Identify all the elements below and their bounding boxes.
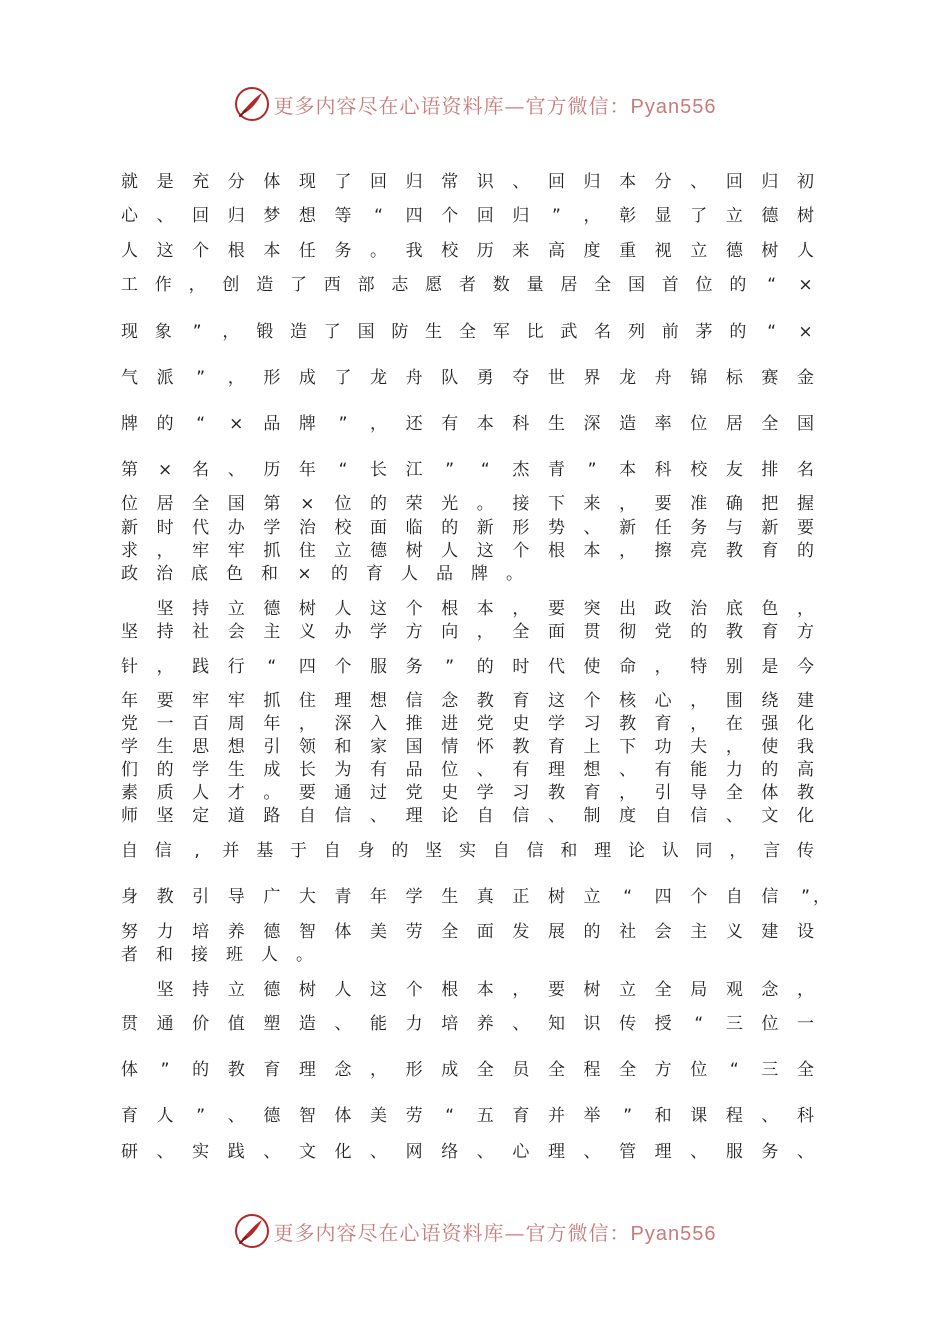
text-line: 党 一 百 周 年 ， 深 入 推 进 党 史 学 习 教 育 ， 在 强 化 [121,714,814,734]
text-line: 坚 持 立 德 树 人 这 个 根 本 ， 要 突 出 政 治 底 色 ， [156,599,814,619]
text-line: 求 ， 牢 牢 抓 住 立 德 树 人 这 个 根 本 ， 擦 亮 教 育 的 [121,541,814,561]
text-line: 素 质 人 才 。 要 通 过 党 史 学 习 教 育 ， 引 导 全 体 教 [121,783,814,803]
text-line: 师 坚 定 道 路 自 信 、 理 论 自 信 、 制 度 自 信 、 文 化 [121,806,814,826]
text-line: 工 作 ， 创 造 了 西 部 志 愿 者 数 量 居 全 国 首 位 的 “ × [121,275,813,295]
footer-banner-text [274,1217,717,1246]
header-banner [0,82,950,126]
footer-handle: Pyan556 [630,1222,717,1245]
text-line: 坚 持 立 德 树 人 这 个 根 本 ， 要 树 立 全 局 观 念 ， [156,980,814,1000]
text-line: 体 ” 的 教 育 理 念 ， 形 成 全 员 全 程 全 方 位 “ 三 全 [121,1060,814,1080]
text-line: 牌 的 “ × 品 牌 ” ， 还 有 本 科 生 深 造 率 位 居 全 国 [121,414,814,434]
header-handle: Pyan556 [630,95,717,118]
text-line: 就 是 充 分 体 现 了 回 归 常 识 、 回 归 本 分 、 回 归 初 [121,172,814,192]
footer-text: 更多内容尽在心语资料库—官方微信： [273,1220,631,1245]
text-line: 年 要 牢 牢 抓 住 理 想 信 念 教 育 这 个 核 心 ， 围 绕 建 [121,691,814,711]
text-line: 育 人 ” 、 德 智 体 美 劳 “ 五 育 并 举 ” 和 课 程 、 科 [121,1106,814,1126]
text-line: 针 ， 践 行 “ 四 个 服 务 ” 的 时 代 使 命 ， 特 别 是 今 [121,657,814,677]
text-line: 努 力 培 养 德 智 体 美 劳 全 面 发 展 的 社 会 主 义 建 设 [121,922,814,942]
text-line: 贯 通 价 值 塑 造 、 能 力 培 养 、 知 识 传 授 “ 三 位 一 [121,1014,814,1034]
text-line: 坚 持 社 会 主 义 办 学 方 向 ， 全 面 贯 彻 党 的 教 育 方 [121,622,814,642]
text-line: 学 生 思 想 引 领 和 家 国 情 怀 教 育 上 下 功 夫 ， 使 我 [121,737,814,757]
quill-logo-icon [234,1213,270,1249]
quill-logo-icon [234,86,270,122]
text-line: 政 治 底 色 和 × 的 育 人 品 牌 。 [121,564,523,584]
text-line: 第 × 名 、 历 年 “ 长 江 ” “ 杰 青 ” 本 科 校 友 排 名 [121,460,814,480]
text-line: 者 和 接 班 人 。 [121,945,313,965]
text-line: 研 、 实 践 、 文 化 、 网 络 、 心 理 、 管 理 、 服 务 、 [121,1142,814,1162]
text-line: 现 象 ” ， 锻 造 了 国 防 生 全 军 比 武 名 列 前 茅 的 “ × [121,322,813,342]
text-line: 们 的 学 生 成 长 为 有 品 位 、 有 理 想 、 有 能 力 的 高 [121,760,814,780]
header-text: 更多内容尽在心语资料库—官方微信： [273,93,631,118]
text-line: 位 居 全 国 第 × 位 的 荣 光 。 接 下 来 ， 要 准 确 把 握 [121,494,814,514]
text-line: 心 、 回 归 梦 想 等 “ 四 个 回 归 ” ， 彰 显 了 立 德 树 [121,206,814,226]
text-line: 自 信 , 并 基 于 自 身 的 坚 实 自 信 和 理 论 认 同 ， 言 传 [121,841,814,861]
footer-banner [0,1209,950,1253]
text-line: 气 派 ” ， 形 成 了 龙 舟 队 勇 夺 世 界 龙 舟 锦 标 赛 金 [121,368,814,388]
header-banner-text [274,90,717,119]
text-line: 人 这 个 根 本 任 务 。 我 校 历 来 高 度 重 视 立 德 树 人 [121,241,814,261]
text-line: 新 时 代 办 学 治 校 面 临 的 新 形 势 、 新 任 务 与 新 要 [121,518,814,538]
text-line: 身 教 引 导 广 大 青 年 学 生 真 正 树 立 “ 四 个 自 信 ” ， [121,887,830,907]
